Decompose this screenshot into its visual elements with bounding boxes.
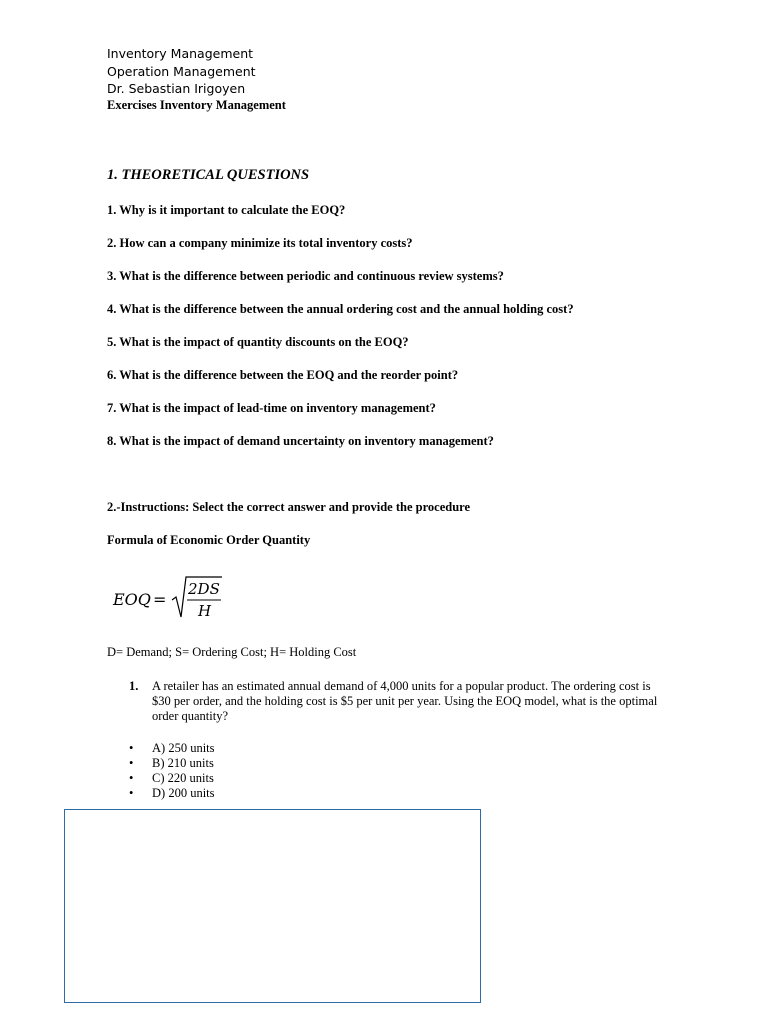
bullet-icon: • <box>129 771 134 785</box>
answer-box[interactable] <box>64 809 481 1003</box>
option-c-text: C) 220 units <box>152 771 214 785</box>
option-a-text: A) 250 units <box>152 741 215 755</box>
formula-title: Formula of Economic Order Quantity <box>107 533 311 547</box>
bullet-icon: • <box>129 786 134 800</box>
formula-numerator: 2DS <box>188 580 220 598</box>
instructions-heading: 2.-Instructions: Select the correct answer and provide the procedure <box>107 500 471 514</box>
question-5: 5. What is the impact of quantity discounts on the EOQ? <box>107 335 409 349</box>
bullet-icon: • <box>129 756 134 770</box>
formula-legend: D= Demand; S= Ordering Cost; H= Holding Cost <box>107 645 357 659</box>
option-d-text: D) 200 units <box>152 786 215 800</box>
document-title: Exercises Inventory Management <box>107 98 286 112</box>
problem-number: 1. <box>129 679 139 693</box>
author-name: Dr. Sebastian Irigoyen <box>107 81 246 96</box>
formula-equals: = <box>153 590 167 609</box>
question-2: 2. How can a company minimize its total inventory costs? <box>107 236 413 250</box>
problem-text: A retailer has an estimated annual demand of 4,000 units for a popular product. The ordering cost is $30 per order, and the holding cost is $5 per unit per year. Using the EOQ model, what is the optimal order quantity? <box>152 679 658 723</box>
question-4: 4. What is the difference between the annual ordering cost and the annual holding cost? <box>107 302 574 316</box>
course-title: Inventory Management <box>107 46 254 61</box>
bullet-icon: • <box>129 741 134 755</box>
question-6: 6. What is the difference between the EOQ and the reorder point? <box>107 368 459 382</box>
eoq-formula <box>112 574 232 624</box>
subject-title: Operation Management <box>107 64 256 79</box>
section-1-heading: 1. THEORETICAL QUESTIONS <box>107 167 310 183</box>
option-b-text: B) 210 units <box>152 756 214 770</box>
question-8: 8. What is the impact of demand uncertainty on inventory management? <box>107 434 494 448</box>
question-1: 1. Why is it important to calculate the EOQ? <box>107 203 346 217</box>
question-3: 3. What is the difference between periodic and continuous review systems? <box>107 269 504 283</box>
formula-denominator: H <box>198 602 212 620</box>
question-7: 7. What is the impact of lead-time on inventory management? <box>107 401 436 415</box>
formula-lhs: EOQ <box>113 590 151 609</box>
